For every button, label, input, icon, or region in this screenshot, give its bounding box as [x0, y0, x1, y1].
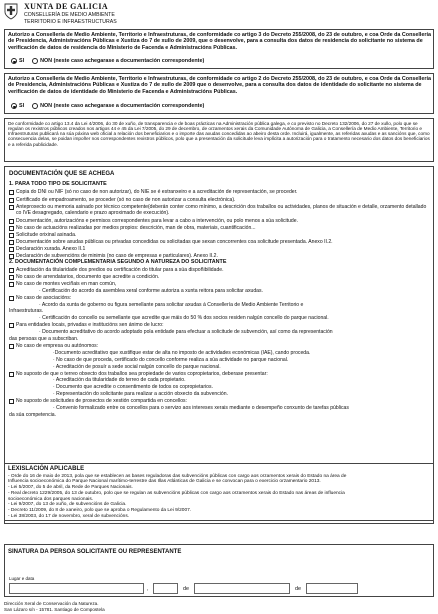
legislation-line: - Lei 9/2007, do 13 de xuño, de subvencións de Galicia.: [8, 502, 127, 508]
document-line-label: Acreditación da titularidade dos predios ou certificación do titular para a súa dispoñibilidade.: [16, 267, 224, 273]
documents-section-1-item: [9, 204, 433, 216]
documents-section-2-line: [53, 391, 433, 397]
document-line-label: ·Documento acreditativo que xustifique estar de alta no imposto de actividades económicas (IAE), cando proceda.: [53, 349, 311, 356]
signature-section: [4, 544, 434, 597]
documents-section-2-line: [9, 371, 433, 377]
auth-identity-no-label: NON (neste caso achegarase a documentación correspondente): [40, 103, 205, 109]
document-line-label: · Documento acreditativo do acordo adoptado pola entidade para efectuar a solicitude de subvención, así como da representación: [39, 329, 333, 336]
documents-section-1-item: [9, 239, 433, 245]
dept-line-1: CONSELLERÍA DE MEDIO AMBIENTE: [24, 12, 115, 18]
legislation-list: [8, 474, 431, 520]
document-checkbox[interactable]: [9, 198, 14, 203]
documents-section-2-line: [9, 281, 433, 287]
legislation-line: socioeconómica dos parques nacionais.: [8, 496, 94, 502]
auth-residence-text: Autorizo a Consellería de Medio Ambiente, Territorio e Infraestruturas, de conformidade co artigo 3 do Decreto 255/2008, do 23 de outubro, e coa Orde da Consellería de Presidencia, Administracións Públicas e Xustiza do 7 de xullo de 2009, que o desenvolve, para a consulta dos datos de residencia do solicitante no sistema de verificación de datos de residencia do Ministerio de Facenda e Administracións Públicas.: [8, 31, 431, 51]
document-line-label: · Acreditación da titularidade do terreo de cada propietario.: [53, 377, 186, 384]
documents-section-1-item: [9, 246, 433, 252]
document-line-label: No caso de asociacións:: [16, 294, 72, 301]
de-separator-2: de: [295, 586, 301, 592]
year-input[interactable]: [306, 583, 358, 594]
auth-residence-yes-radio[interactable]: [11, 58, 17, 64]
documents-section-2-line: [53, 377, 433, 383]
auth-residence-no-radio[interactable]: [32, 58, 38, 64]
documents-section-1-item: [9, 225, 433, 231]
document-checkbox[interactable]: [9, 282, 14, 287]
legislation-line: - Decreto 11/2009, do 8 de xaneiro, polo que se aproba o Regulamento da Lei 9/2007.: [8, 508, 192, 514]
auth-identity-text: Autorizo a Consellería de Medio Ambiente, Territorio e Infraestruturas, de conformidade co artigo 2 do Decreto 255/2008, do 23 de outubro, e coa Orde da Consellería de Presidencia, Administracións Públicas e Xustiza do 7 de xullo de 2009 que o desenvolve, para a consulta dos datos de identidade do solicitante no sistema de verificación de datos de identidade do Ministerio de Facenda e Administracións Públicas.: [8, 75, 431, 95]
day-input[interactable]: [153, 583, 178, 594]
document-item-label: Declaración de subvencións de minimis (no caso de empresas e particulares). Anexo II.2.: [16, 253, 218, 259]
footer-line-2: San Lázaro s/n - 15781. Santiago de Compostela: [4, 607, 105, 612]
legislation-line: - Real decreto 1229/2005, do 13 de outubro, polo que se regulan as subvencións públicas con cargo aos orzamentos xerais do Estado nas áreas de influencia: [8, 490, 345, 496]
document-checkbox[interactable]: [9, 233, 14, 238]
document-line-label: · Convenio formalizado entre os concellos para o servizo aos intereses xerais mediante o desempeño conxunto de tarefas públicas: [53, 405, 349, 411]
documents-section-2-title: 2. DOCUMENTACIÓN COMPLEMENTARIA SEGUNDO A NATUREZA DO SOLICITANTE: [9, 259, 227, 265]
document-line-label: · Representación do solicitante para realizar a acción obxecto da subvención.: [53, 391, 228, 398]
footer-line-1: Dirección Xeral de Conservación da Natureza.: [4, 601, 99, 606]
document-checkbox[interactable]: [9, 399, 14, 404]
de-separator-1: de: [183, 586, 189, 592]
auth-residence-box: [4, 29, 434, 69]
documents-section-2-line: [9, 336, 433, 342]
legislation-line: Influencia socioeconómica do Parque Nacional marítimo-terrestre das Illas Atlánticas de Galicia e se convocan para o exercicio orzamentario 2013.: [8, 479, 321, 485]
auth-residence-no-label: NON (neste caso achegarase a documentación correspondente): [40, 58, 205, 64]
place-input[interactable]: [9, 583, 144, 594]
auth-identity-no-radio[interactable]: [32, 103, 38, 109]
documents-section-2-line: [9, 398, 433, 404]
document-line-label: · No caso de que proceda, certificado do concello conforme realiza a súa actividade no parque nacional.: [53, 356, 289, 363]
xunta-logo: [4, 3, 18, 20]
document-line-label: · Acordo da xunta de goberno ou figura semellante para solicitar axudas á Consellería de Medio Ambiente Territorio e: [39, 301, 304, 308]
document-item-label: Copia do DNI ou NIF (só no caso de non autorizar), do NIE se é estranxeiro e a acreditación de representación, se proceder.: [16, 189, 298, 195]
documents-section-2-line: [9, 267, 433, 273]
auth-residence-options: [11, 58, 204, 65]
document-line-label: das persoas que a subscriban.: [9, 336, 79, 342]
document-line-label: No caso de montes veciñais en man común,: [16, 280, 117, 287]
document-line-label: Infraestruturas.: [9, 308, 44, 315]
documents-section-2-line: [53, 405, 433, 411]
document-checkbox[interactable]: [9, 247, 14, 252]
legal-notice-text: De conformidade co artigo 13.4 da Lei 4/2006, do 30 de xuño, de transparencia e de boas prácticas na Administración pública galega, e co previsto no Decreto 132/2006, do 27 de xullo, polo que se regulan os rexistros públicos creados nos artigos 44 e 45 da Lei 7/2005, do 29 de decembro, de orzamentos xerais da Comunidade Autónoma de Galicia, a Consellería de Medio Ambiente, Territorio e Infraestruturas publicará na súa páxina web oficial a relación dos beneficiarios e o importe das axudas concedidas ao abeiro desta orde. Incluirá, igualmente, as referidas axudas e as sancións que, como consecuencia delas, se poidan impoñer nos correspondentes rexistros públicos, polo que a presentación da solicitude leva implícita a autorización para o tratamento necesario dos datos dos beneficiarios e a referida publicidade.: [8, 120, 430, 147]
documents-section-2-line: [9, 295, 433, 301]
document-line-label: No caso de empresa ou autónomos:: [16, 342, 99, 349]
document-checkbox[interactable]: [9, 205, 14, 210]
legislation-section: [4, 463, 434, 521]
auth-identity-box: [4, 73, 434, 114]
documents-section-1-item: [9, 197, 433, 203]
documents-section-1-title: 1. PARA TODO TIPO DE SOLICITANTE: [9, 181, 107, 187]
document-item-label: Documentación, autorizacións e permisos correspondentes para levar a cabo a intervención, ou polo menos a súa solicitude.: [16, 218, 299, 224]
legislation-line: - Orde do 16 de maio de 2013, pola que se establecen as bases reguladoras das subvencións públicas con cargo aos orzamentos xerais do Estado na área de: [8, 473, 347, 479]
document-checkbox[interactable]: [9, 190, 14, 195]
document-checkbox[interactable]: [9, 240, 14, 245]
auth-residence-yes-label: SI: [19, 58, 25, 64]
documents-section-2-line: [9, 343, 433, 349]
documents-section-2-line: [39, 288, 433, 294]
auth-identity-yes-radio[interactable]: [11, 103, 17, 109]
document-line-label: No caso de arrendatarios, documento que acredite a condición.: [16, 273, 160, 280]
month-input[interactable]: [194, 583, 290, 594]
document-checkbox[interactable]: [9, 323, 14, 328]
document-checkbox[interactable]: [9, 275, 14, 280]
document-checkbox[interactable]: [9, 268, 14, 273]
documents-title: DOCUMENTACIÓN QUE SE ACHEGA: [9, 171, 115, 177]
documents-section-2-line: [39, 315, 433, 321]
auth-identity-options: [11, 103, 204, 110]
document-checkbox[interactable]: [9, 219, 14, 224]
document-item-label: Solicitude orixinal asinada.: [16, 232, 77, 238]
documents-section-2-line: [9, 274, 433, 280]
document-item-label: Certificado de empadroamento, se proceder (só no caso de non autorizar a consulta electrónica).: [16, 196, 236, 203]
documents-section-2-line: [9, 322, 433, 328]
documents-section-2-line: [53, 364, 433, 370]
xunta-shield-icon: [4, 3, 18, 20]
document-item-label: No caso de actuacións realizadas por medios propios: descrición, man de obra, materiais, cuantificación...: [16, 225, 256, 231]
signature-title: SINATURA DA PERSOA SOLICITANTE OU REPRESENTANTE: [8, 549, 182, 555]
document-line-label: Para entidades locais, privadas e institucións sen ánimo de lucro:: [16, 322, 164, 329]
documents-section-2-line: [39, 302, 433, 308]
document-line-label: da súa competencia.: [9, 411, 57, 418]
org-name: XUNTA DE GALICIA: [24, 2, 109, 11]
documents-section-2-line: [9, 412, 433, 418]
document-line-label: · Acreditación de posuír a sede social nalgún concello do parque nacional.: [53, 363, 221, 370]
document-item-label: Documentación sobre axudas públicas ou privadas concedidas ou solicitadas que sexan concorrentes coa solicitude presentada. Anexo II.2.: [16, 239, 333, 245]
documents-section-2-line: [53, 384, 433, 390]
place-date-label: Lugar e data: [9, 576, 35, 581]
documents-section-1-item: [9, 189, 433, 195]
document-checkbox[interactable]: [9, 226, 14, 231]
document-line-label: · Certificación do acordo da asemblea xeral conforme autoriza a xunta reitora para solicitar axudas.: [39, 287, 263, 294]
document-line-label: No suposto de que o terreo obxecto dos traballos sea propiedade de varios copropietarios, deberase presentar:: [16, 370, 268, 377]
document-item-label: Anteproxecto ou memoria asinado por técnico competente(deberán conter como mínimo, a descrición dos traballos ou actividades, planos de situación e detalle, orzamento detallado co IVE desagregado, calendario e prazo aproximado de execución).: [16, 204, 427, 217]
document-checkbox[interactable]: [9, 344, 14, 349]
document-line-label: · Documento que acredite o consentimento de todos os copropietarios.: [53, 384, 213, 391]
documents-section-2-line: [53, 350, 433, 356]
comma-separator: ,: [147, 586, 149, 592]
document-line-label: No suposto de solicitudes de proxectos de xestión compartida en concellos:: [16, 398, 188, 405]
dept-line-2: TERRITORIO E INFRAESTRUCTURAS: [24, 18, 117, 25]
documents-section-1-item: [9, 232, 433, 238]
document-checkbox[interactable]: [9, 372, 14, 377]
documents-section-2-line: [39, 329, 433, 335]
legal-notice-box: [4, 118, 434, 162]
documents-section-2-line: [53, 357, 433, 363]
document-checkbox[interactable]: [9, 296, 14, 301]
legislation-line: - Lei 5/2007, do 5 de abril, da Rede de Parques Nacionais.: [8, 485, 133, 491]
document-line-label: · Certificación do concello ou semellante que acredite que máis do 50 % dos socios residen nalgún concello do parque nacional.: [39, 315, 329, 322]
legislation-line: - Lei 38/2003, do 17 de novembro, xeral de subvencións.: [8, 514, 130, 520]
legislation-title: LEXISLACIÓN APLICABLE: [8, 465, 85, 472]
auth-identity-yes-label: SI: [19, 103, 25, 109]
documents-section-2-line: [9, 308, 433, 314]
documents-section-1-item: [9, 218, 433, 224]
document-item-label: Declaración xurada. Anexo II.1: [16, 246, 86, 252]
